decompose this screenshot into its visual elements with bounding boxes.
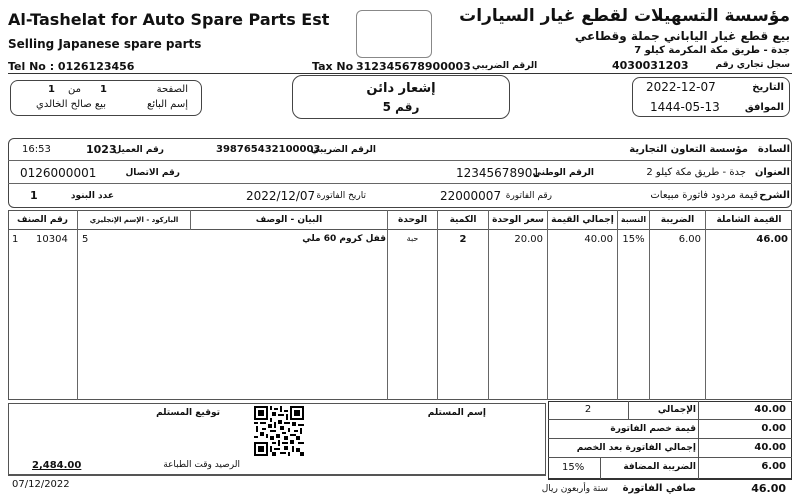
receiver-signature-label: توقيع المستلم xyxy=(156,408,220,418)
discount-value: 0.00 xyxy=(761,423,786,434)
logo-placeholder xyxy=(356,10,432,58)
original-invoice-number: 22000007 xyxy=(440,189,502,203)
row-unit: حبة xyxy=(406,234,419,243)
note-label: الشرح xyxy=(759,190,790,201)
company-address-ar: جدة - طريق مكة المكرمة كيلو 7 xyxy=(634,45,790,56)
company-tagline-en: Selling Japanese spare parts xyxy=(8,37,202,51)
company-name-en: Al-Tashelat for Auto Spare Parts Est xyxy=(8,10,330,29)
page-number: 1 xyxy=(100,84,107,95)
customer-phone-label: رقم الاتصال xyxy=(125,168,180,178)
net-top-line xyxy=(548,479,792,480)
col-sep xyxy=(77,210,78,400)
note-text: قيمة مردود فاتورة مبيعات xyxy=(650,190,758,201)
row-description: قفل كروم 60 ملي xyxy=(302,234,386,244)
table-header-divider xyxy=(8,229,792,230)
total-count: 2 xyxy=(584,404,592,415)
col-header-total: إجمالي القيمة xyxy=(551,215,614,225)
totals-col-sep xyxy=(698,401,699,479)
row-tax: 6.00 xyxy=(678,234,701,245)
col-header-item-no: رقم الصنف xyxy=(17,215,68,225)
totals-row-sep xyxy=(548,457,792,458)
vat-value: 6.00 xyxy=(761,461,786,472)
customer-divider-2 xyxy=(8,183,792,184)
totals-col-sep xyxy=(628,401,629,419)
customer-name-label: السادة xyxy=(757,144,790,155)
net-label: صافي الفاتورة xyxy=(622,483,696,494)
customer-national-id: 12345678901 xyxy=(456,166,540,180)
print-date: 07/12/2022 xyxy=(12,479,70,490)
net-value: 46.00 xyxy=(751,482,786,495)
customer-divider-1 xyxy=(8,160,792,161)
page-label: الصفحة xyxy=(156,84,188,95)
page-of-label: من xyxy=(68,84,81,95)
col-header-tax: الضريبة xyxy=(660,215,695,225)
customer-tax-number: 398765432100003 xyxy=(216,144,321,155)
col-header-grand-total: القيمة الشاملة xyxy=(716,215,782,225)
items-count-label: عدد البنود xyxy=(70,191,114,201)
customer-phone: 0126000001 xyxy=(20,166,97,180)
hijri-label: الموافق xyxy=(744,102,784,113)
row-total: 40.00 xyxy=(584,234,613,245)
col-header-rate: النسبة xyxy=(620,215,647,224)
invoice-date-label: تاريخ الفاتورة xyxy=(316,191,366,201)
totals-col-sep xyxy=(600,457,601,479)
row-barcode: 5 xyxy=(82,234,89,245)
balance-value: 2,484.00 xyxy=(32,460,82,471)
document-title: إشعار دائن xyxy=(366,81,436,96)
date-label: التاريخ xyxy=(752,82,784,93)
col-header-unit: الوحدة xyxy=(397,215,428,225)
original-invoice-date: 2022/12/07 xyxy=(246,189,316,203)
customer-number: 1023 xyxy=(86,143,117,156)
vat-rate: 15% xyxy=(562,462,585,473)
after-discount-label: إجمالي الفاتورة بعد الخصم xyxy=(576,443,696,453)
customer-address: جدة - طريق مكة كيلو 2 xyxy=(646,167,746,178)
page-total: 1 xyxy=(48,84,55,95)
tax-label-ar: الرقم الضريبي xyxy=(472,61,538,71)
balance-label: الرصيد وقت الطباعة xyxy=(163,460,240,470)
customer-address-label: العنوان xyxy=(754,167,790,178)
tax-label-en: Tax No xyxy=(312,60,354,73)
row-unit-price: 20.00 xyxy=(514,234,543,245)
items-count: 1 xyxy=(30,189,38,202)
total-label: الإجمالي xyxy=(657,405,696,415)
col-header-qty: الكمية xyxy=(449,215,477,225)
customer-name: مؤسسة التعاون التجارية xyxy=(629,144,748,155)
national-id-label: الرقم الوطني xyxy=(532,168,594,178)
after-discount-value: 40.00 xyxy=(754,442,786,453)
customer-tax-label: الرقم الضريبي xyxy=(310,145,376,155)
hijri-date: 1444-05-13 xyxy=(650,100,720,114)
row-seq: 1 xyxy=(12,234,19,245)
seller-name: بيع صالح الخالدي xyxy=(36,99,106,110)
company-name-ar: مؤسسة التسهيلات لقطع غيار السيارات xyxy=(459,6,790,26)
total-value: 40.00 xyxy=(754,404,786,415)
totals-row-sep xyxy=(548,419,792,420)
totals-row-sep xyxy=(548,438,792,439)
cr-label: سجل تجاري رقم xyxy=(715,60,790,70)
row-item-no: 10304 xyxy=(36,234,68,245)
header-divider xyxy=(8,73,792,74)
company-phone: Tel No : 0126123456 xyxy=(8,60,135,73)
receiver-name-label: إسم المستلم xyxy=(427,408,486,418)
footer-bottom-line xyxy=(8,475,546,476)
row-rate: 15% xyxy=(622,234,645,245)
discount-label: قيمة خصم الفاتورة xyxy=(610,424,696,434)
col-header-barcode: الباركود - الإسم الإنجليزي xyxy=(89,216,179,224)
col-header-description: البيان - الوصف xyxy=(255,215,323,225)
company-tagline-ar: بيع قطع غيار الياباني جملة وقطاعي xyxy=(574,29,790,43)
net-in-words: ستة وأربعون ريال xyxy=(541,484,608,494)
invoice-number-label: رقم الفاتورة xyxy=(505,191,552,201)
row-qty: 2 xyxy=(459,234,467,245)
seller-label: إسم البائع xyxy=(147,99,188,110)
cr-number: 4030031203 xyxy=(612,59,689,72)
vat-label: الضريبة المضافة xyxy=(623,462,696,472)
document-number: رقم 5 xyxy=(382,100,420,114)
company-tax-number: 312345678900003 xyxy=(356,60,471,73)
row-grand-total: 46.00 xyxy=(756,234,788,245)
col-header-unit-price: سعر الوحدة xyxy=(492,215,544,225)
customer-number-label: رقم العميل xyxy=(113,145,164,155)
gregorian-date: 2022-12-07 xyxy=(646,80,716,94)
qr-code xyxy=(254,406,304,456)
print-time: 16:53 xyxy=(22,144,51,155)
